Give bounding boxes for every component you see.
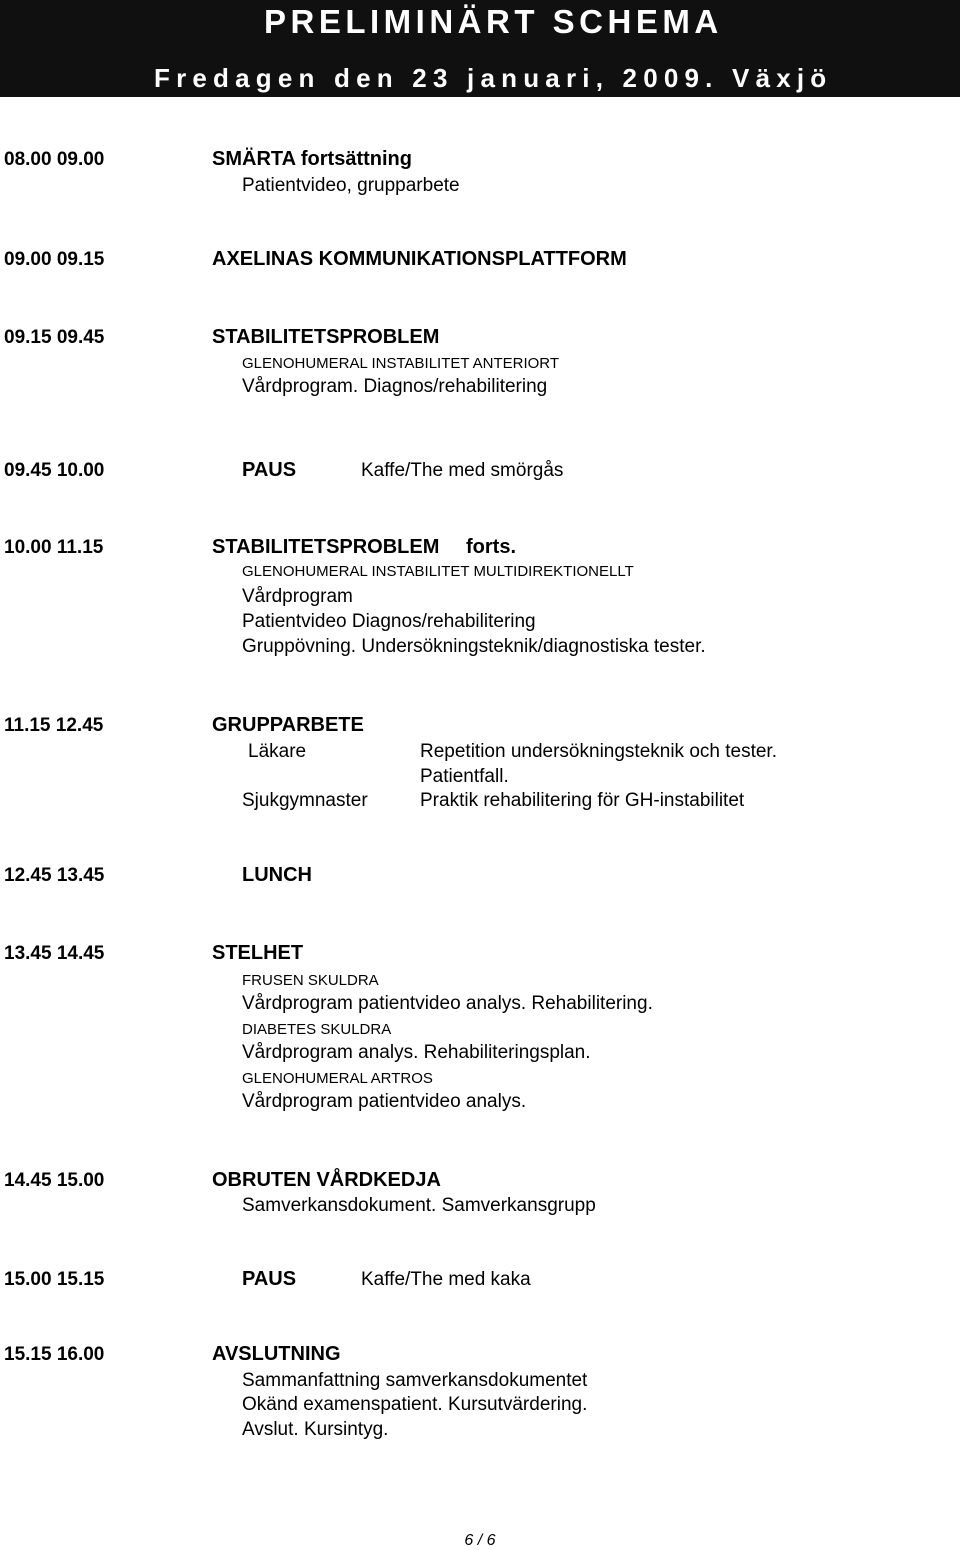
session-title: STABILITETSPROBLEM [212, 536, 440, 558]
session-title: SMÄRTA fortsättning [212, 148, 412, 170]
session-title: PAUS [242, 459, 297, 481]
page-number-label: 6 / 6 [464, 1532, 496, 1549]
page-title: PRELIMINÄRT SCHEMA [264, 3, 723, 40]
session-title: PAUS [242, 1268, 297, 1290]
session-time: 14.45 15.00 [4, 1170, 105, 1191]
page-header [0, 0, 960, 97]
session-detail: Vårdprogram patientvideo analys. [242, 1091, 527, 1112]
session-detail: Vårdprogram [242, 586, 353, 607]
session-title: AVSLUTNING [212, 1343, 341, 1365]
session-note: Kaffe/The med smörgås [361, 460, 564, 481]
session-subheading: GLENOHUMERAL INSTABILITET ANTERIORT [242, 355, 560, 372]
session-time: 15.00 15.15 [4, 1269, 105, 1290]
session-title: STELHET [212, 942, 304, 964]
session-title: LUNCH [242, 864, 312, 886]
session-subheading: DIABETES SKULDRA [242, 1021, 392, 1038]
group-task: Patientfall. [420, 766, 509, 787]
session-time: 12.45 13.45 [4, 865, 105, 886]
session-time: 11.15 12.45 [4, 715, 104, 736]
session-title: OBRUTEN VÅRDKEDJA [212, 1169, 441, 1191]
session-detail: Patientvideo Diagnos/rehabilitering [242, 611, 536, 632]
session-detail: Avslut. Kursintyg. [242, 1419, 389, 1440]
session-detail: Sammanfattning samverkansdokumentet [242, 1370, 588, 1391]
session-time: 09.15 09.45 [4, 327, 105, 348]
session-subheading: FRUSEN SKULDRA [242, 972, 379, 989]
session-detail: Vårdprogram analys. Rehabiliteringsplan. [242, 1042, 591, 1063]
session-title: GRUPPARBETE [212, 714, 364, 736]
session-time: 15.15 16.00 [4, 1344, 105, 1365]
page-subtitle: Fredagen den 23 januari, 2009. Växjö [154, 63, 833, 93]
group-role: Läkare [248, 741, 307, 762]
session-time: 10.00 11.15 [4, 537, 104, 558]
page-number [0, 1532, 960, 1550]
group-task: Praktik rehabilitering för GH-instabilitet [420, 790, 745, 811]
session-subheading: GLENOHUMERAL ARTROS [242, 1070, 433, 1087]
session-note: Kaffe/The med kaka [361, 1269, 531, 1290]
session-detail: Vårdprogram. Diagnos/rehabilitering [242, 376, 548, 397]
session-detail: Okänd examenspatient. Kursutvärdering. [242, 1394, 588, 1415]
session-time: 09.00 09.15 [4, 249, 105, 270]
session-detail: Samverkansdokument. Samverkansgrupp [242, 1195, 596, 1216]
session-title: STABILITETSPROBLEM [212, 326, 440, 348]
session-title: AXELINAS KOMMUNIKATIONSPLATTFORM [212, 248, 627, 270]
session-time: 13.45 14.45 [4, 943, 105, 964]
session-title-suffix: forts. [466, 536, 516, 558]
session-subheading: GLENOHUMERAL INSTABILITET MULTIDIREKTIONELLT [242, 563, 634, 580]
group-task: Repetition undersökningsteknik och tester. [420, 741, 777, 762]
group-role: Sjukgymnaster [242, 790, 368, 811]
session-time: 09.45 10.00 [4, 460, 105, 481]
session-detail: Patientvideo, grupparbete [242, 175, 460, 196]
session-time: 08.00 09.00 [4, 149, 105, 170]
session-detail: Gruppövning. Undersökningsteknik/diagnostiska tester. [242, 636, 706, 657]
session-detail: Vårdprogram patientvideo analys. Rehabilitering. [242, 993, 653, 1014]
